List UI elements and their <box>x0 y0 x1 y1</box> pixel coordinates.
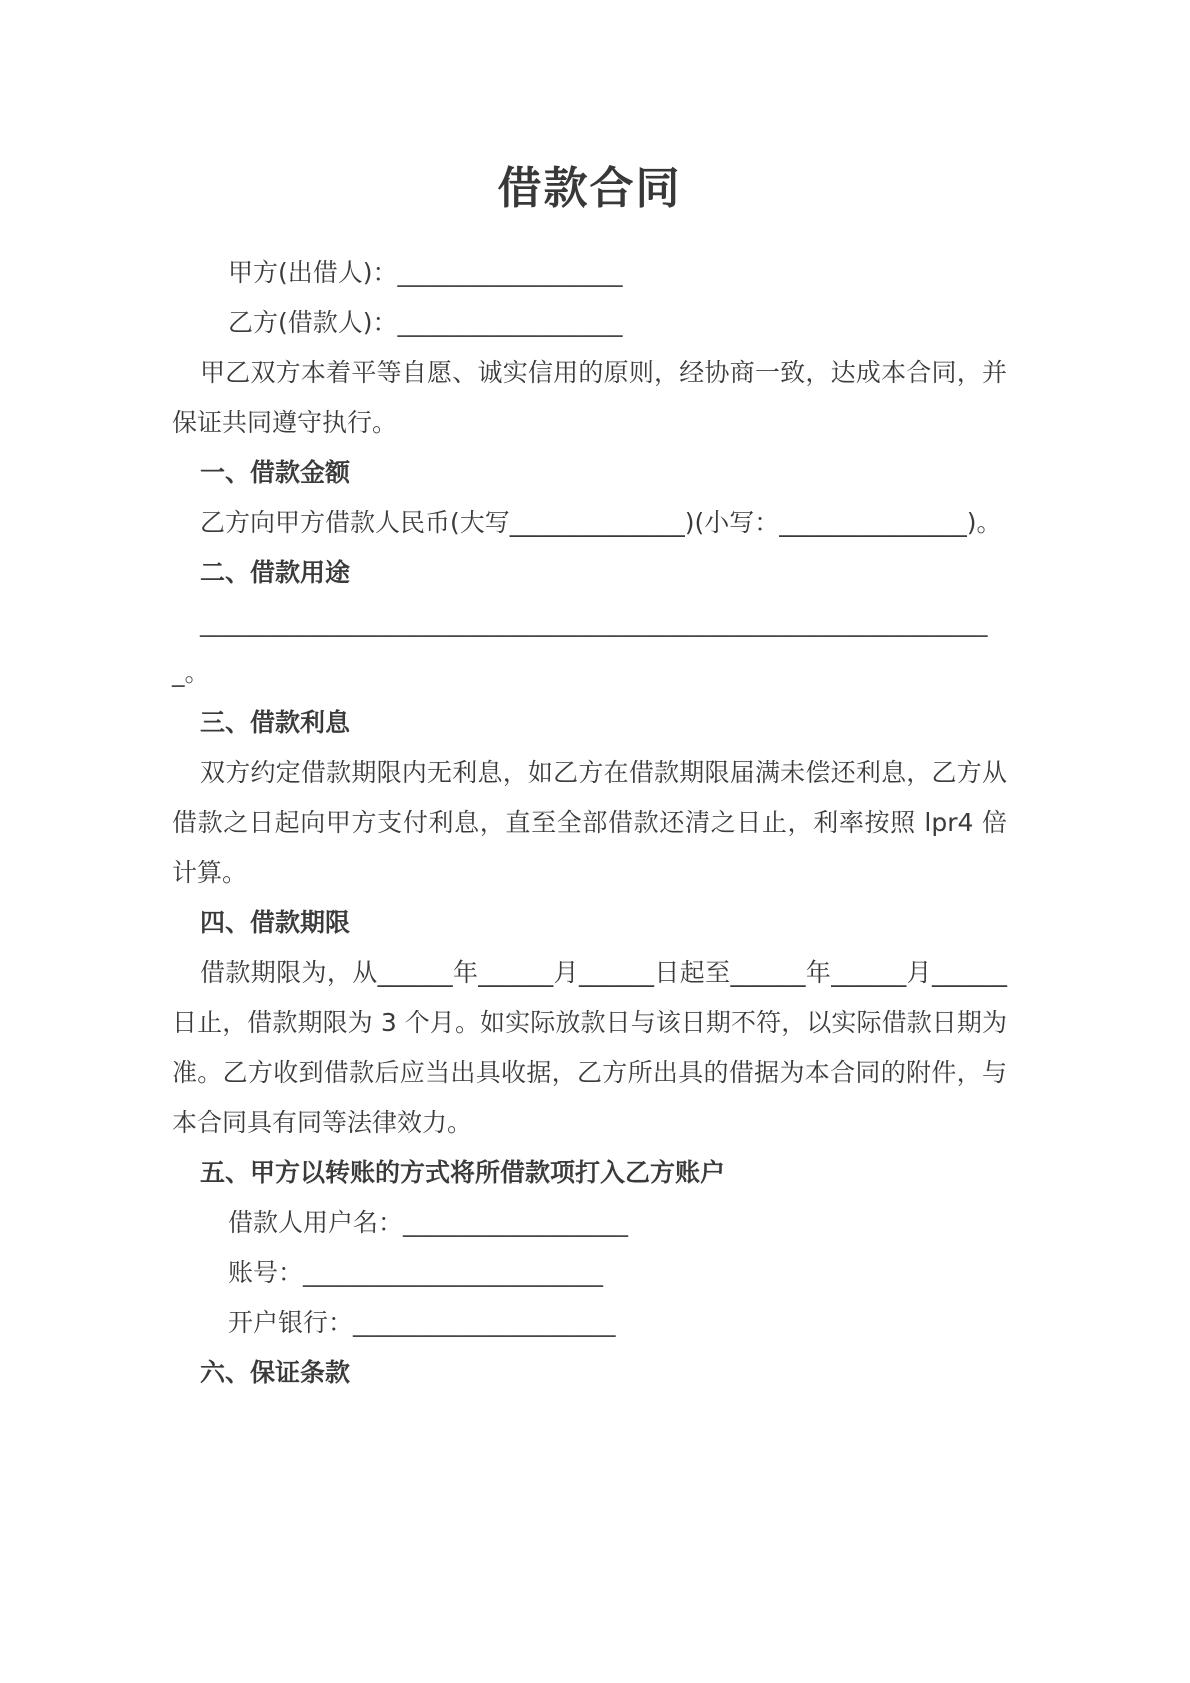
intro-paragraph: 甲乙双方本着平等自愿、诚实信用的原则，经协商一致，达成本合同，并保证共同遵守执行。 <box>172 358 1007 437</box>
section-5-heading: 五、甲方以转账的方式将所借款项打入乙方账户 <box>200 1158 726 1187</box>
account-number-label: 账号： <box>228 1258 304 1287</box>
borrower-username-line <box>172 1198 1007 1248</box>
borrower-username-blank-line: __________________ <box>403 1208 629 1237</box>
section-4-body: 借款期限为，从______年______月______日起至______年______月______日止，借款期限为 3 个月。如实际放款日与该日期不符，以实际借款日期为准。乙方收到借款后应当出具收据，乙方所出具的借据为本合同的附件，与本合同具有同等法律效力。 <box>172 958 1007 1137</box>
section-6-heading: 六、保证条款 <box>200 1358 351 1387</box>
bank-name-blank-line: _____________________ <box>353 1308 616 1337</box>
section-3-body: 双方约定借款期限内无利息，如乙方在借款期限届满未偿还利息，乙方从借款之日起向甲方支付利息，直至全部借款还清之日止，利率按照 lpr4 倍计算。 <box>172 758 1007 887</box>
section-2-heading: 二、借款用途 <box>200 558 351 587</box>
party-b-blank-line: __________________ <box>397 308 623 337</box>
account-number-line <box>172 1248 1007 1298</box>
account-number-blank-line: ________________________ <box>303 1258 604 1287</box>
section-3-heading: 三、借款利息 <box>200 708 351 737</box>
section-2-blank-body: ________________________________________________________________。 <box>172 608 988 687</box>
section-1-heading: 一、借款金额 <box>200 458 351 487</box>
bank-name-label: 开户银行： <box>228 1308 354 1337</box>
party-a-blank-line: __________________ <box>397 258 623 287</box>
party-b-label: 乙方(借款人)： <box>228 308 398 337</box>
section-1-body: 乙方向甲方借款人民币(大写______________)(小写：_______________)。 <box>200 508 1002 537</box>
party-b-line <box>172 298 1007 348</box>
section-4-heading: 四、借款期限 <box>200 908 351 937</box>
document-title: 借款合同 <box>497 163 682 214</box>
borrower-username-label: 借款人用户名： <box>228 1208 404 1237</box>
bank-name-line <box>172 1298 1007 1348</box>
party-a-line <box>172 248 1007 298</box>
party-a-label: 甲方(出借人)： <box>228 258 398 287</box>
